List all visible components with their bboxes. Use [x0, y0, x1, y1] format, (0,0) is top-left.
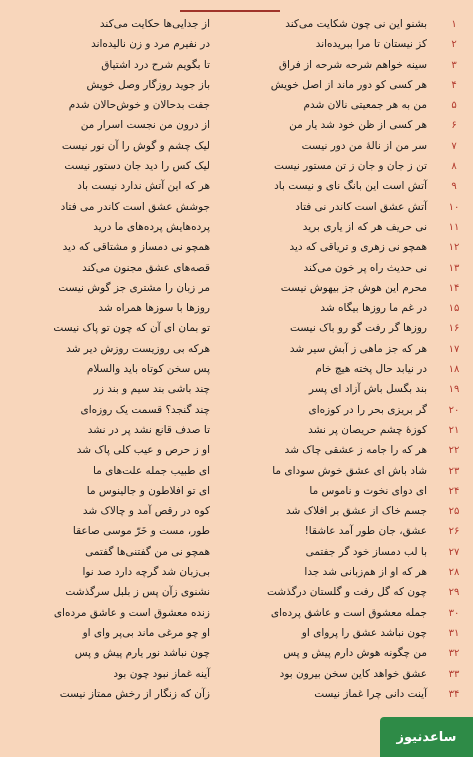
verse-row: [0, 158, 473, 178]
second-hemistich: بی‌زبان شد گرچه دارد صد نوا: [82, 566, 210, 579]
verse-row: [0, 320, 473, 340]
second-hemistich: چند گنجد؟ قسمت یک روزه‌ای: [80, 403, 210, 416]
site-logo[interactable]: ساعدنیوز: [380, 717, 473, 757]
first-hemistich: شاد باش ای عشق خوش سودای ما: [272, 464, 427, 477]
verse-number: ۷: [451, 140, 457, 152]
first-hemistich: محرم این هوش جز بیهوش نیست: [280, 281, 427, 294]
verse-number: ۳۳: [448, 668, 460, 680]
verse-number: ۲۲: [448, 445, 460, 457]
verse-number: ۴: [451, 79, 457, 91]
first-hemistich: چون که گل رفت و گلستان درگذشت: [267, 586, 427, 599]
first-hemistich: هر که او از هم‌زبانی شد جدا: [304, 566, 427, 579]
verse-row: [0, 97, 473, 117]
first-hemistich: چون نباشد عشق را پروای او: [301, 626, 427, 639]
verse-row: [0, 686, 473, 706]
first-hemistich: من چگونه هوش دارم پیش و پس: [283, 647, 427, 660]
first-hemistich: آتش عشق است کاندر نی فتاد: [295, 200, 427, 213]
second-hemistich: قصه‌های عشق مجنون می‌کند: [82, 261, 210, 274]
verse-number: ۱۴: [448, 282, 460, 294]
second-hemistich: پس سخن کوتاه باید والسلام: [86, 363, 210, 376]
second-hemistich: او ز حرص و عیب کلی پاک شد: [76, 444, 210, 457]
top-divider: [180, 10, 280, 12]
first-hemistich: هر که جز ماهی ز آبش سیر شد: [289, 342, 427, 355]
verse-number: ۲۳: [448, 465, 460, 477]
second-hemistich: چند باشی بند سیم و بند زر: [93, 383, 210, 396]
verse-number: ۹: [451, 181, 457, 193]
poem-verses: [0, 16, 473, 706]
first-hemistich: در نیابد حال پخته هیچ خام: [315, 363, 427, 376]
verse-row: [0, 605, 473, 625]
verse-number: ۸: [451, 161, 457, 173]
first-hemistich: روزها گر رفت گو رو باک نیست: [289, 322, 427, 335]
verse-row: [0, 381, 473, 401]
first-hemistich: آینت دانی چرا غماز نیست: [314, 687, 427, 700]
verse-number: ۲۵: [448, 506, 460, 518]
verse-number: ۲۶: [448, 526, 460, 538]
second-hemistich: کوه در رقص آمد و چالاک شد: [82, 505, 210, 518]
first-hemistich: هر کسی از ظن خود شد یار من: [289, 119, 427, 132]
verse-row: [0, 138, 473, 158]
verse-number: ۳۰: [448, 607, 460, 619]
first-hemistich: گر بریزی بحر را در کوزه‌ای: [308, 403, 427, 416]
first-hemistich: آتش است این بانگ نای و نیست باد: [274, 180, 427, 193]
verse-row: [0, 117, 473, 137]
second-hemistich: پرده‌هایش پرده‌های ما درید: [93, 220, 210, 233]
verse-row: [0, 402, 473, 422]
verse-number: ۲۰: [448, 404, 460, 416]
second-hemistich: روزها با سوزها همراه شد: [98, 302, 210, 315]
verse-row: [0, 178, 473, 198]
verse-row: [0, 219, 473, 239]
first-hemistich: من به هر جمعیتی نالان شدم: [303, 99, 427, 112]
second-hemistich: او چو مرغی ماند بی‌پر وای او: [82, 626, 210, 639]
second-hemistich: ای تو افلاطون و جالینوس ما: [86, 484, 210, 497]
second-hemistich: زآن که زنگار از رخش ممتاز نیست: [59, 687, 210, 700]
verse-row: [0, 16, 473, 36]
second-hemistich: ای طبیب جمله علت‌های ما: [93, 464, 210, 477]
first-hemistich: بشنو این نی چون شکایت می‌کند: [285, 18, 427, 30]
verse-row: [0, 341, 473, 361]
verse-number: ۱۶: [448, 323, 460, 335]
second-hemistich: طور، مست و خَرّ موسی صاعقا: [72, 525, 210, 538]
verse-number: ۲۴: [448, 485, 460, 497]
second-hemistich: لیک کس را دید جان دستور نیست: [64, 160, 210, 173]
second-hemistich: زنده معشوق است و عاشق مرده‌ای: [53, 606, 210, 619]
first-hemistich: هر کسی کو دور ماند از اصل خویش: [270, 78, 427, 91]
verse-number: ۱۵: [448, 303, 460, 315]
verse-row: [0, 544, 473, 564]
first-hemistich: سینه خواهم شرحه شرحه از فراق: [278, 58, 427, 71]
first-hemistich: نی حریف هر که از یاری برید: [302, 220, 427, 233]
verse-number: ۲: [451, 39, 457, 51]
verse-number: ۶: [451, 120, 457, 132]
first-hemistich: عشق، جان طور آمد عاشقا!: [304, 525, 427, 538]
second-hemistich: همچو نی دمساز و مشتاقی که دید: [62, 241, 210, 254]
second-hemistich: همچو نی من گفتنی‌ها گفتمی: [85, 545, 210, 558]
verse-number: ۱۹: [448, 384, 460, 396]
verse-row: [0, 666, 473, 686]
verse-row: [0, 523, 473, 543]
second-hemistich: از درون من نجست اسرار من: [80, 119, 210, 132]
first-hemistich: جمله معشوق است و عاشق پرده‌ای: [270, 606, 427, 619]
second-hemistich: تا صدف قانع نشد پر در نشد: [87, 423, 210, 436]
verse-number: ۲۹: [448, 587, 460, 599]
second-hemistich: تا بگویم شرح درد اشتیاق: [101, 58, 210, 71]
second-hemistich: باز جوید روزگار وصل خویش: [86, 78, 210, 91]
verse-row: [0, 483, 473, 503]
verse-row: [0, 260, 473, 280]
second-hemistich: در نفیرم مرد و زن نالیده‌اند: [91, 38, 210, 51]
verse-number: ۳۱: [448, 627, 460, 639]
first-hemistich: کز نیستان تا مرا ببریده‌اند: [315, 38, 427, 51]
verse-number: ۱۳: [448, 262, 460, 274]
first-hemistich: نی حدیث راه پر خون می‌کند: [303, 261, 427, 274]
verse-row: [0, 463, 473, 483]
verse-row: [0, 57, 473, 77]
verse-number: ۳۲: [448, 648, 460, 660]
verse-number: ۳: [451, 59, 457, 71]
first-hemistich: هر که را جامه ز عشقی چاک شد: [284, 444, 427, 457]
verse-row: [0, 645, 473, 665]
verse-row: [0, 36, 473, 56]
first-hemistich: با لب دمساز خود گر جفتمی: [305, 545, 427, 558]
second-hemistich: نشنوی زآن پس ز بلبل سرگذشت: [65, 586, 210, 599]
verse-number: ۲۱: [448, 424, 460, 436]
second-hemistich: جفت بدحالان و خوش‌حالان شدم: [68, 99, 210, 112]
verse-row: [0, 564, 473, 584]
verse-row: [0, 361, 473, 381]
first-hemistich: همچو نی زهری و تریاقی که دید: [289, 241, 427, 254]
second-hemistich: هرکه بی روزیست روزش دیر شد: [66, 342, 210, 355]
verse-row: [0, 503, 473, 523]
first-hemistich: ای دوای نخوت و ناموس ما: [309, 484, 427, 497]
first-hemistich: بند بگسل باش آزاد ای پسر: [308, 383, 427, 396]
verse-row: [0, 77, 473, 97]
verse-number: ۱: [451, 19, 457, 30]
second-hemistich: از جدایی‌ها حکایت می‌کند: [99, 18, 210, 30]
verse-row: [0, 280, 473, 300]
second-hemistich: تو بمان ای آن که چون تو پاک نیست: [53, 322, 210, 335]
second-hemistich: مر زبان را مشتری جز گوش نیست: [58, 281, 210, 294]
verse-number: ۱۲: [448, 242, 460, 254]
first-hemistich: سر من از نالهٔ من دور نیست: [301, 139, 427, 152]
verse-row: [0, 239, 473, 259]
verse-number: ۲۷: [448, 546, 460, 558]
second-hemistich: جوشش عشق است کاندر می فتاد: [60, 200, 210, 213]
verse-row: [0, 300, 473, 320]
verse-row: [0, 625, 473, 645]
verse-number: ۱۸: [448, 364, 460, 376]
first-hemistich: کوزهٔ چشم حریصان پر نشد: [308, 423, 427, 436]
second-hemistich: لیک چشم و گوش را آن نور نیست: [61, 139, 210, 152]
verse-row: [0, 442, 473, 462]
second-hemistich: آینه غماز نبود چون بود: [113, 667, 210, 680]
first-hemistich: جسم خاک از عشق بر افلاک شد: [286, 505, 427, 518]
first-hemistich: عشق خواهد کاین سخن بیرون بود: [279, 667, 427, 680]
verse-row: [0, 422, 473, 442]
second-hemistich: هر که این آتش ندارد نیست باد: [77, 180, 210, 193]
verse-number: ۲۸: [448, 567, 460, 579]
verse-number: ۱۷: [448, 343, 460, 355]
verse-number: ۳۴: [448, 688, 460, 700]
verse-row: [0, 584, 473, 604]
first-hemistich: در غم ما روزها بیگاه شد: [320, 302, 427, 315]
first-hemistich: تن ز جان و جان ز تن مستور نیست: [274, 160, 427, 173]
verse-number: ۱۰: [448, 201, 460, 213]
verse-number: ۱۱: [448, 221, 460, 233]
second-hemistich: چون نباشد نور یارم پیش و پس: [74, 647, 210, 660]
verse-number: ۵: [451, 100, 457, 112]
verse-row: [0, 199, 473, 219]
